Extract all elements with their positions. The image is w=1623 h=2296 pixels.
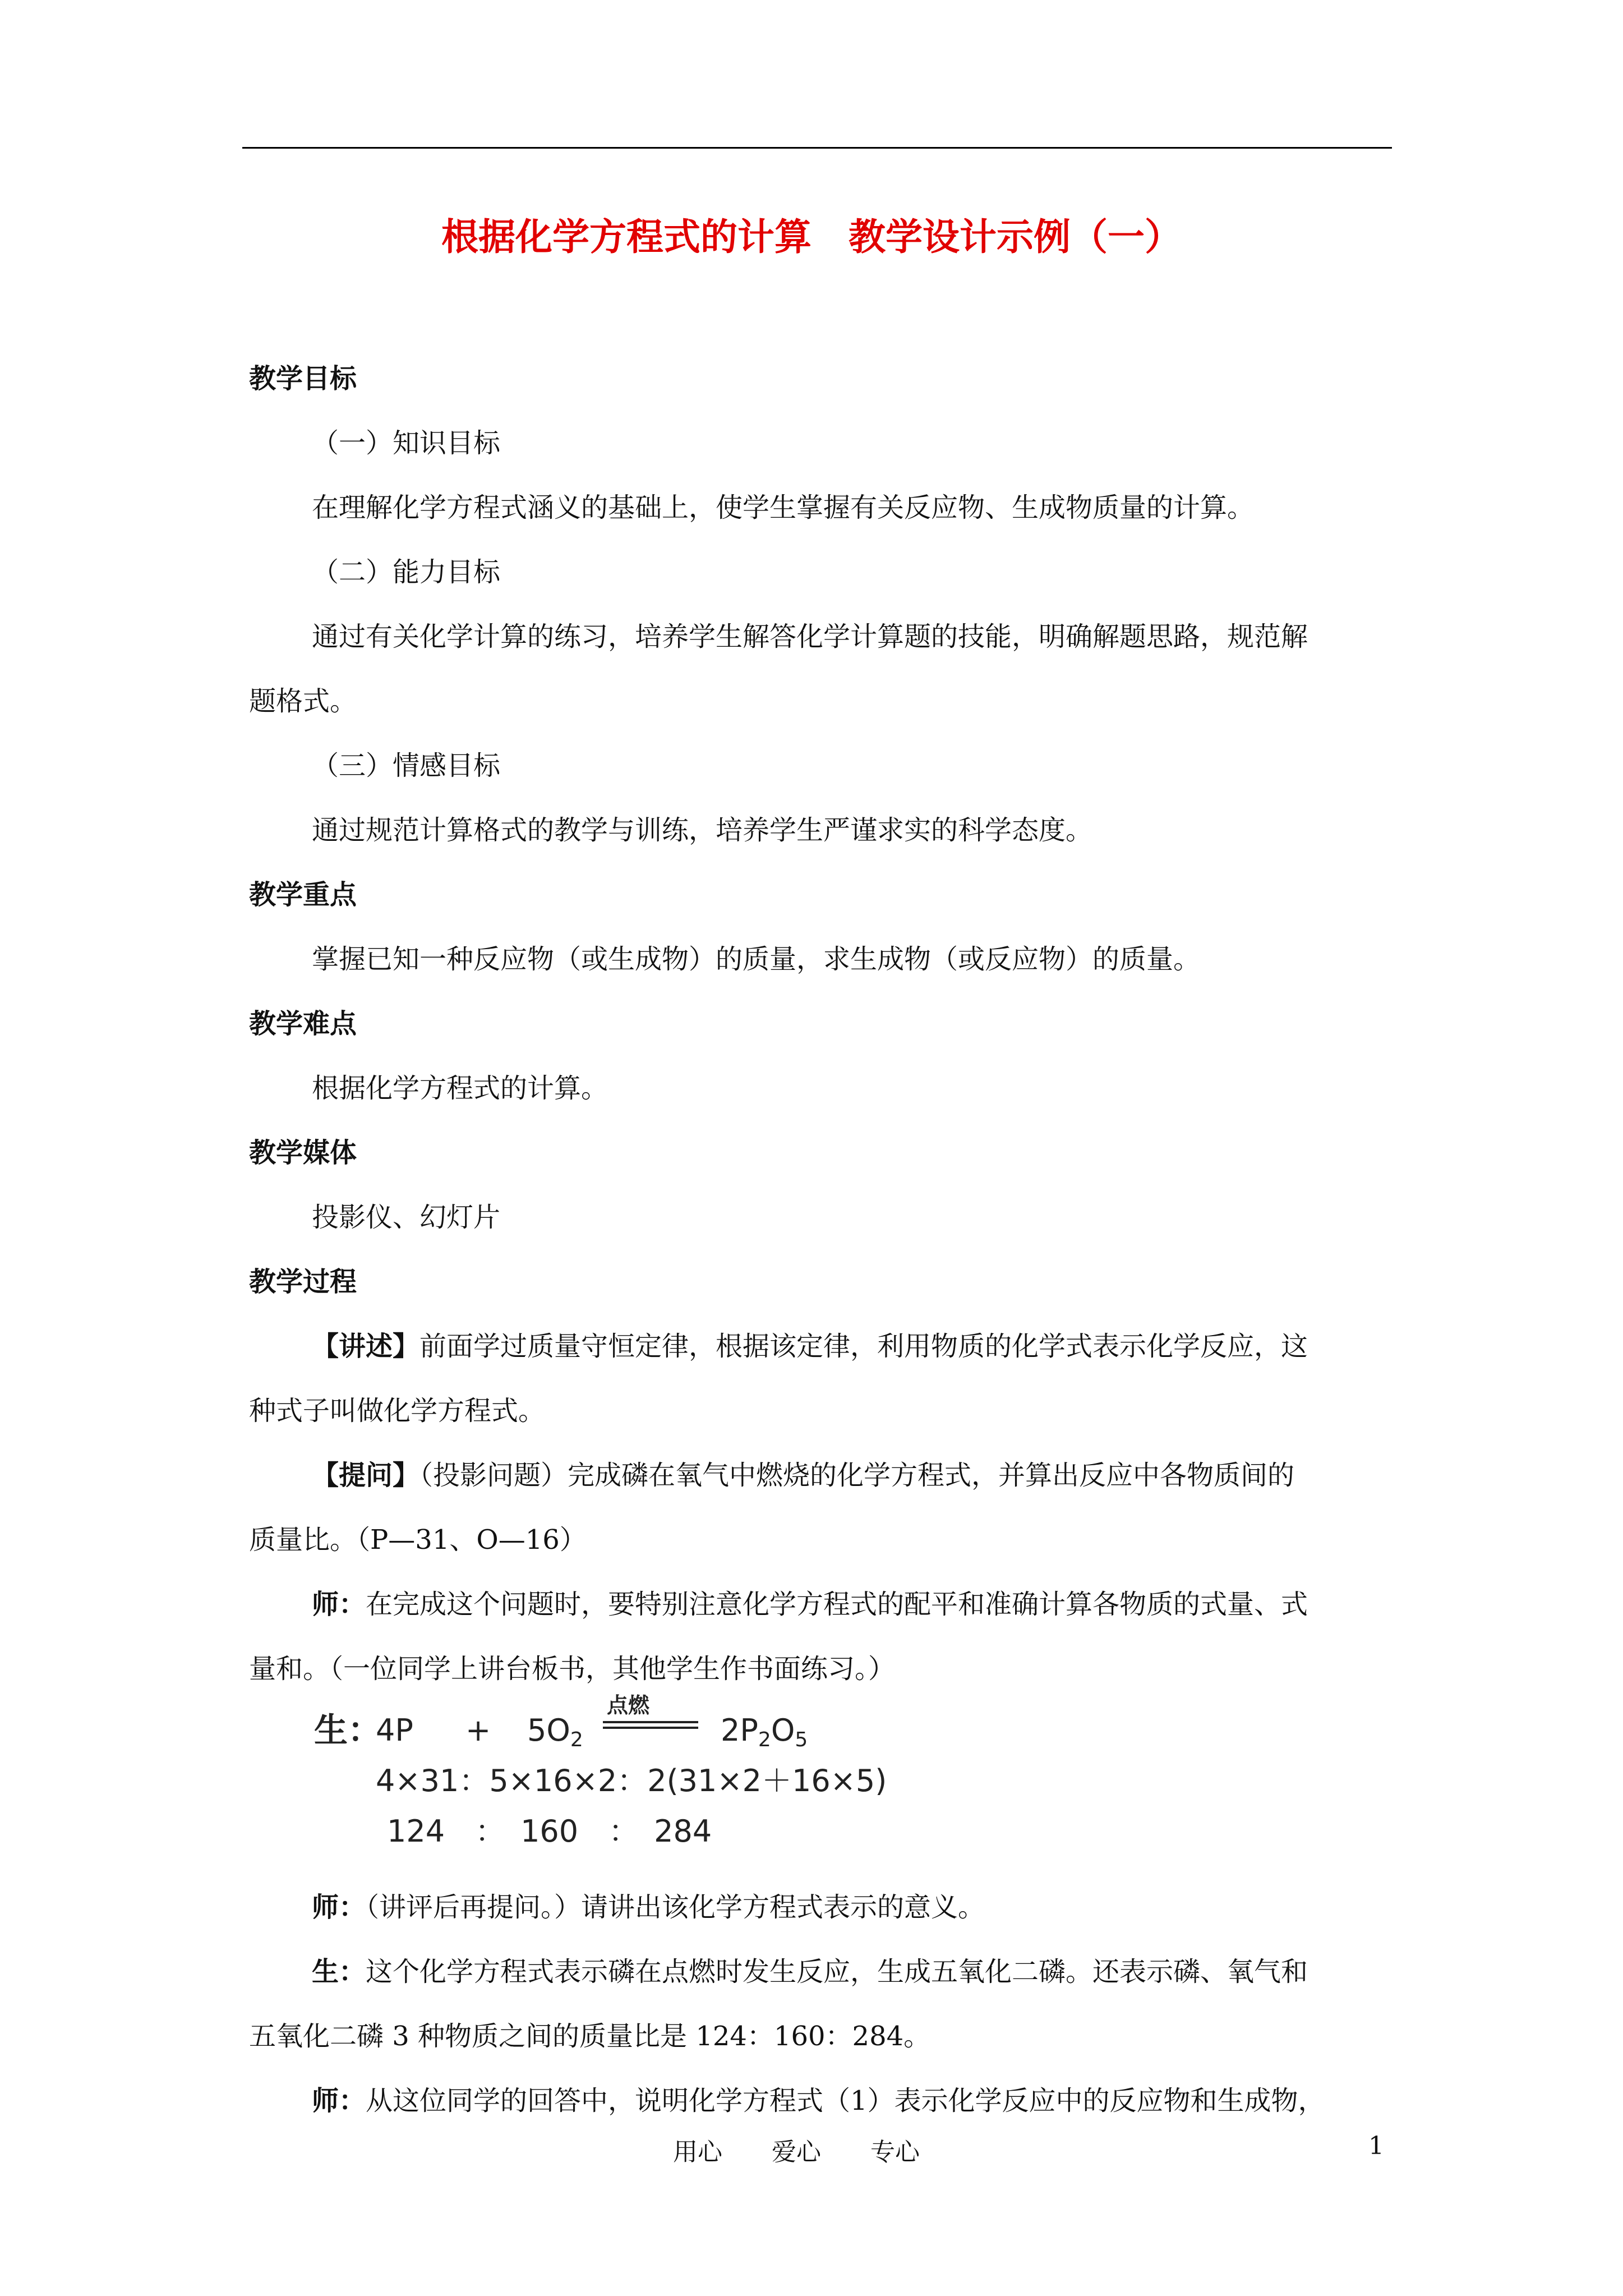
reaction-arrow-line2 [603,1727,698,1729]
mass-expression: 4×31：5×16×2：2(31×2＋16×5) [376,1763,887,1798]
key-point-heading: 教学重点 [249,879,357,910]
teacher-tag: 师： [312,1892,366,1923]
difficulty-text: 根据化学方程式的计算。 [312,1073,608,1104]
plus-sign: + [465,1713,491,1748]
equation-speaker: 生： [314,1711,381,1750]
goals-heading: 教学目标 [249,363,357,394]
process-heading: 教学过程 [249,1266,357,1297]
question-paragraph-cont: 质量比。（P—31、O—16） [249,1524,587,1556]
key-point-text: 掌握已知一种反应物（或生成物）的质量，求生成物（或反应物）的质量。 [312,944,1201,975]
knowledge-goal-heading: （一）知识目标 [312,427,501,459]
ability-goal-text: 通过有关化学计算的练习，培养学生解答化学计算题的技能，明确解题思路，规范解 [312,621,1308,652]
student-tag: 生： [312,1956,366,1987]
narration-paragraph-cont: 种式子叫做化学方程式。 [249,1395,546,1427]
student-answer-paragraph: 生：这个化学方程式表示磷在点燃时发生反应，生成五氧化二磷。还表示磷、氧气和 [312,1956,1308,1987]
question-tag: 【提问】 [312,1460,420,1491]
teacher-summary-paragraph: 师：从这位同学的回答中，说明化学方程式（1）表示化学反应中的反应物和生成物， [312,2085,1325,2116]
mass-ratio: 124 ： 160 ： 284 [387,1814,712,1849]
reactant-oxygen: $5O_2$ [527,1713,583,1751]
emotion-goal-text: 通过规范计算格式的教学与训练，培养学生严谨求实的科学态度。 [312,815,1093,846]
reactant-phosphorus: 4P [376,1713,413,1748]
narration-paragraph: 【讲述】前面学过质量守恒定律，根据该定律，利用物质的化学式表示化学反应，这 [312,1331,1308,1362]
teacher-paragraph-cont: 量和。（一位同学上讲台板书，其他学生作书面练习。） [249,1653,896,1685]
footer-motto: 用心 爱心 专心 [673,2138,920,2166]
emotion-goal-heading: （三）情感目标 [312,750,501,781]
chemical-equation-figure [314,1694,987,1862]
media-heading: 教学媒体 [249,1137,357,1168]
media-text: 投影仪、幻灯片 [312,1202,501,1233]
product-p2o5: $2P_2O_5$ [721,1713,808,1751]
teacher-paragraph: 师：在完成这个问题时，要特别注意化学方程式的配平和准确计算各物质的式量、式 [312,1589,1308,1620]
teacher-tag: 师： [312,2085,366,2116]
difficulty-heading: 教学难点 [249,1008,357,1039]
page-number: 1 [1368,2132,1384,2160]
reaction-condition: 点燃 [607,1693,650,1718]
ability-goal-text-cont: 题格式。 [249,685,357,717]
ability-goal-heading: （二）能力目标 [312,556,501,588]
knowledge-goal-text: 在理解化学方程式涵义的基础上，使学生掌握有关反应物、生成物质量的计算。 [312,492,1255,523]
header-rule [242,147,1392,149]
teacher-question-paragraph: 师：（讲评后再提问。）请讲出该化学方程式表示的意义。 [312,1892,985,1923]
teacher-tag: 师： [312,1589,366,1620]
document-title: 根据化学方程式的计算 教学设计示例（一） [441,215,1182,259]
student-answer-paragraph-cont: 五氧化二磷 3 种物质之间的质量比是 124：160：284。 [249,2021,931,2052]
reaction-arrow [603,1721,698,1723]
narration-tag: 【讲述】 [312,1331,420,1362]
question-paragraph: 【提问】（投影问题）完成磷在氧气中燃烧的化学方程式，并算出反应中各物质间的 [312,1460,1295,1491]
